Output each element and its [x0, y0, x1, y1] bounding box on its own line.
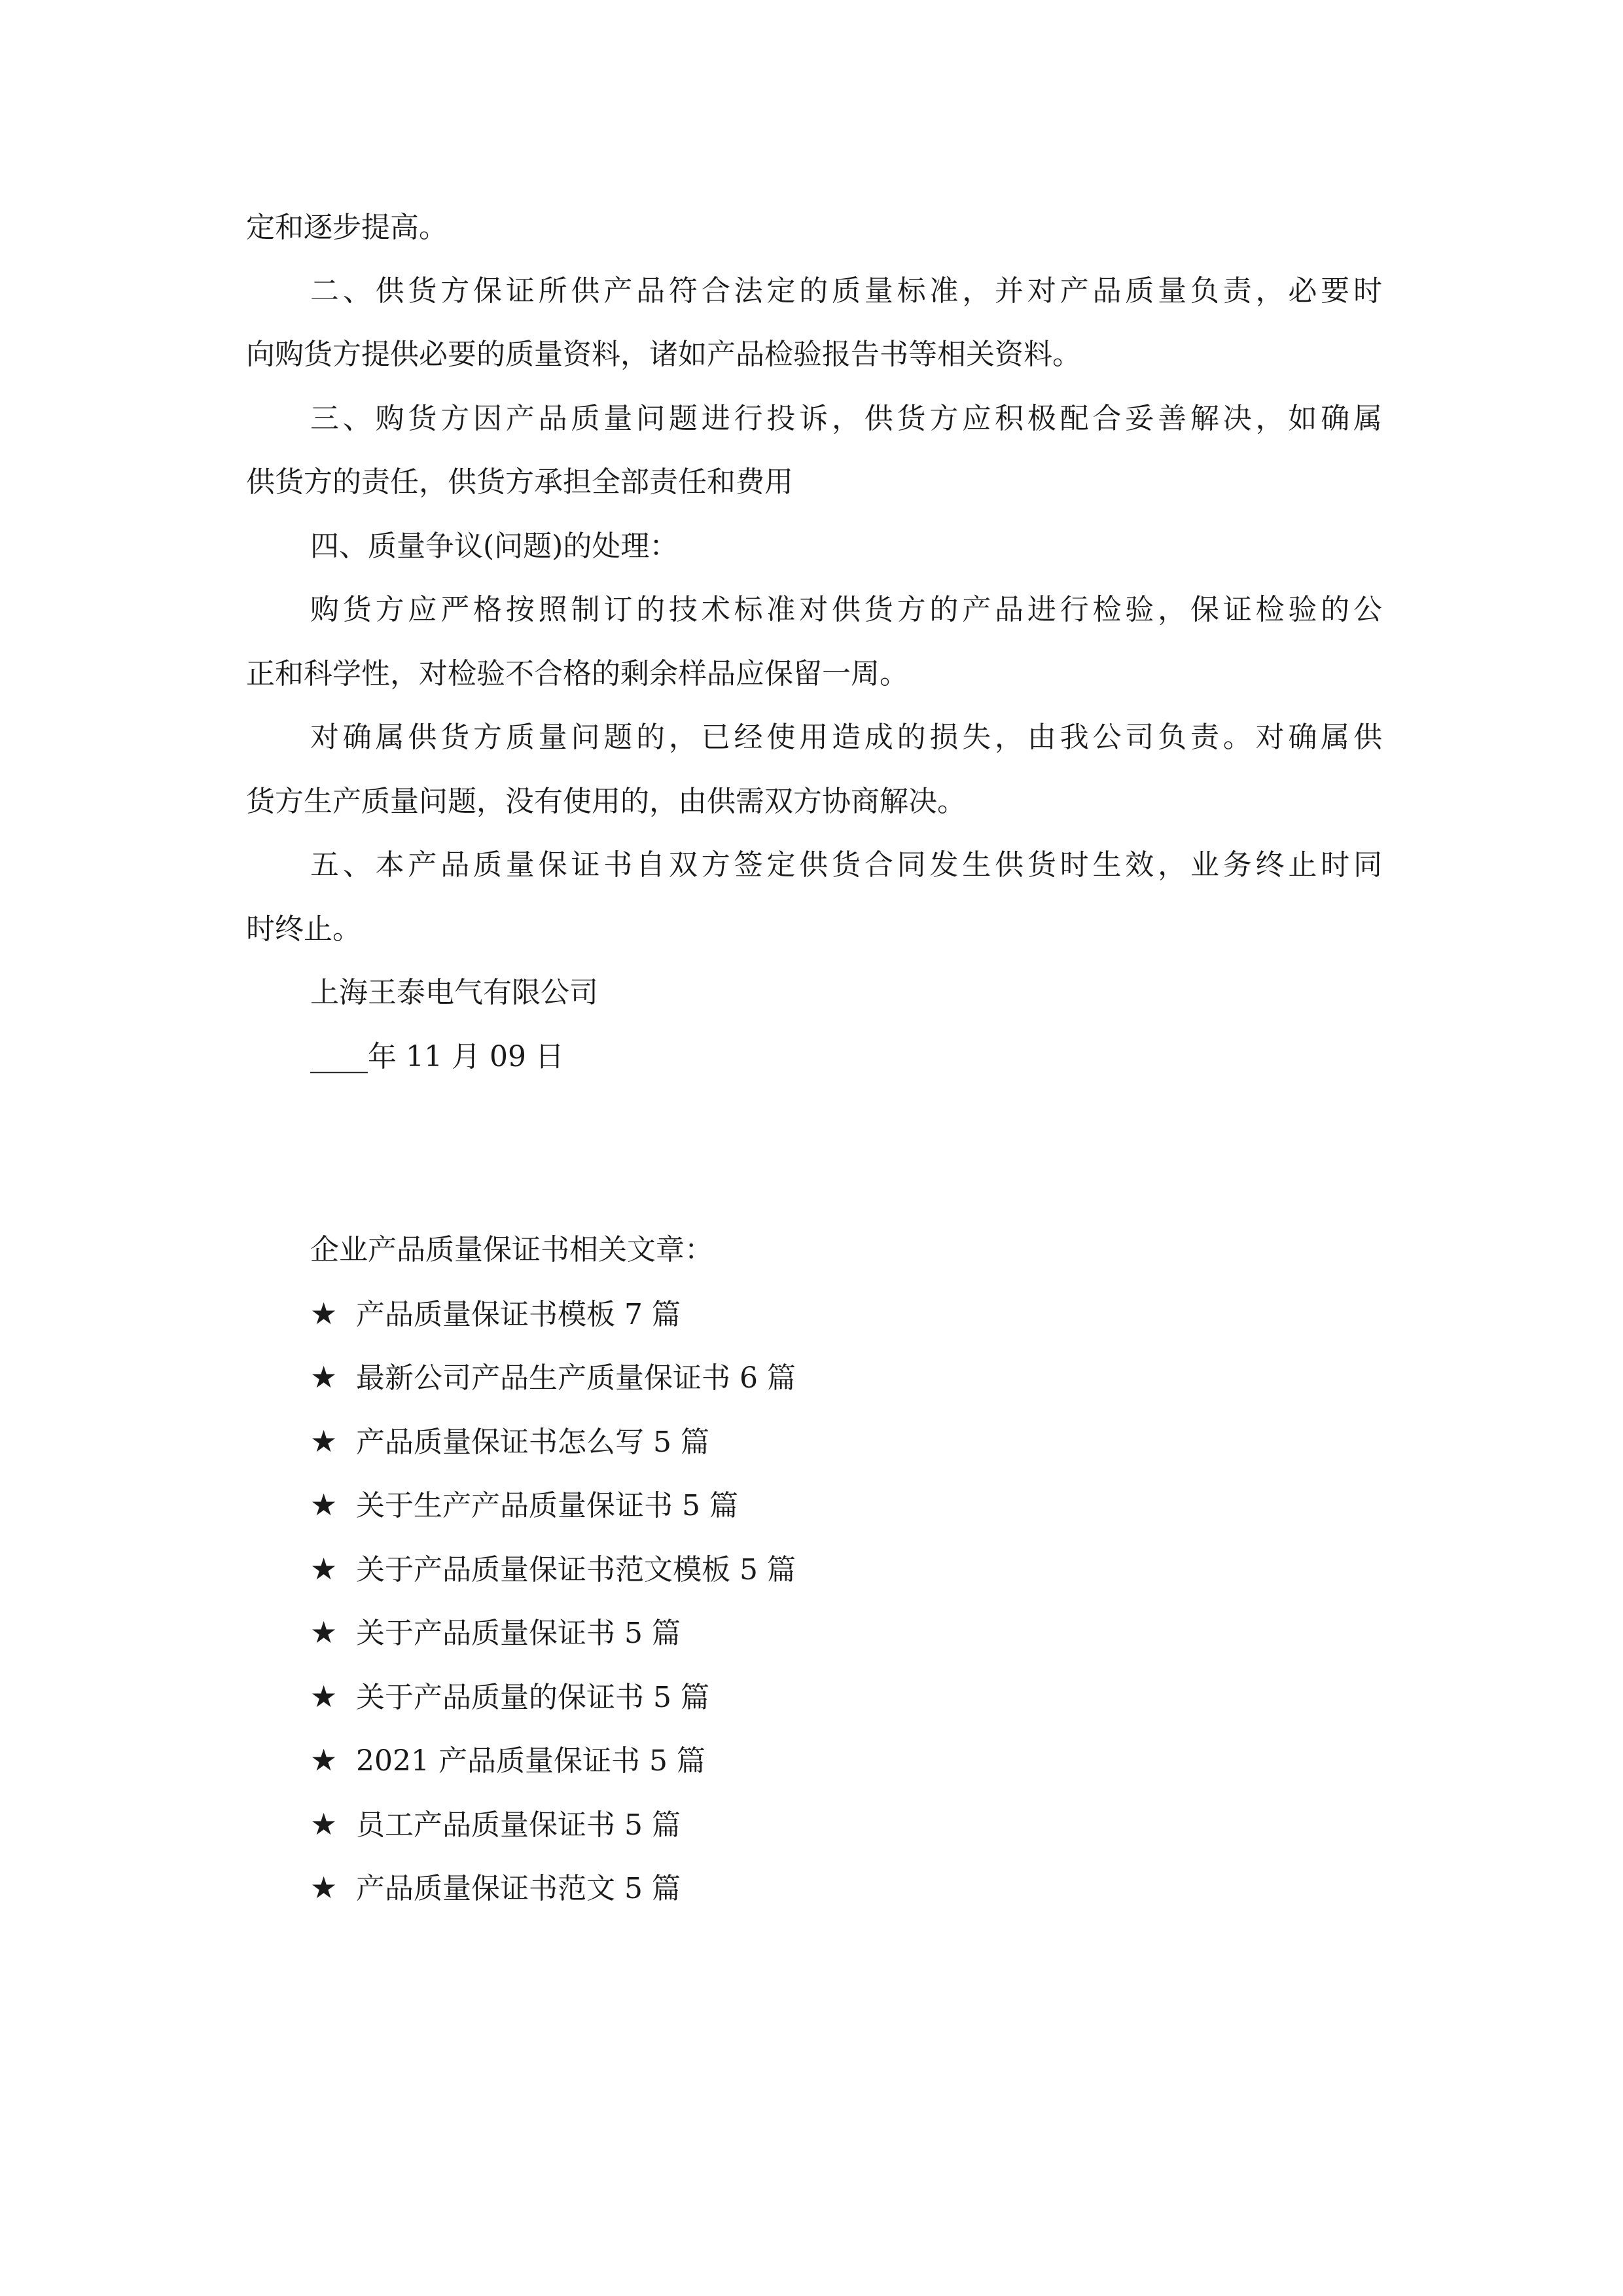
- star-icon: ★: [310, 1424, 338, 1459]
- related-article-title: 产品质量保证书范文 5 篇: [356, 1872, 681, 1905]
- related-article-title: 产品质量保证书模板 7 篇: [356, 1298, 681, 1331]
- related-article-title: 产品质量保证书怎么写 5 篇: [356, 1426, 709, 1459]
- star-icon: ★: [310, 1870, 338, 1905]
- star-icon: ★: [310, 1551, 338, 1587]
- related-article-link[interactable]: [310, 1422, 709, 1462]
- star-icon: ★: [310, 1359, 338, 1395]
- paragraph-line: 购货方应严格按照制订的技术标准对供货方的产品进行检验，保证检验的公: [310, 593, 1382, 626]
- related-article-link[interactable]: [310, 1294, 681, 1335]
- star-icon: ★: [310, 1806, 338, 1842]
- related-article-title: 关于生产产品质量保证书 5 篇: [356, 1489, 738, 1522]
- star-icon: ★: [310, 1296, 338, 1331]
- related-article-link[interactable]: [310, 1485, 738, 1526]
- star-icon: ★: [310, 1742, 338, 1778]
- related-article-link[interactable]: [310, 1677, 709, 1717]
- paragraph-line: 正和科学性，对检验不合格的剩余样品应保留一周。: [246, 657, 908, 691]
- star-icon: ★: [310, 1615, 338, 1650]
- signature-date: ____年 11 月 09 日: [310, 1040, 564, 1073]
- related-article-title: 关于产品质量保证书 5 篇: [356, 1617, 681, 1650]
- paragraph-line: 向购货方提供必要的质量资料，诸如产品检验报告书等相关资料。: [246, 338, 1081, 371]
- related-article-link[interactable]: [310, 1740, 705, 1781]
- star-icon: ★: [310, 1679, 338, 1714]
- related-article-title: 员工产品质量保证书 5 篇: [356, 1808, 681, 1842]
- related-article-title: 最新公司产品生产质量保证书 6 篇: [356, 1361, 796, 1395]
- related-article-link[interactable]: [310, 1613, 681, 1653]
- related-article-link[interactable]: [310, 1868, 681, 1909]
- related-article-link[interactable]: [310, 1549, 796, 1590]
- related-article-title: 关于产品质量的保证书 5 篇: [356, 1681, 709, 1714]
- related-article-link[interactable]: [310, 1357, 796, 1398]
- star-icon: ★: [310, 1487, 338, 1522]
- company-name: 上海王泰电气有限公司: [310, 976, 598, 1009]
- paragraph-line: 时终止。: [246, 912, 361, 946]
- related-article-title: 2021 产品质量保证书 5 篇: [356, 1744, 705, 1778]
- paragraph-line: 四、质量争议(问题)的处理：: [310, 529, 679, 563]
- related-articles-heading: 企业产品质量保证书相关文章：: [310, 1233, 713, 1266]
- paragraph-line: 对确属供货方质量问题的，已经使用造成的损失，由我公司负责。对确属供: [310, 721, 1382, 754]
- paragraph-line: 货方生产质量问题，没有使用的，由供需双方协商解决。: [246, 785, 966, 818]
- paragraph-line: 供货方的责任，供货方承担全部责任和费用: [246, 465, 793, 499]
- related-article-link[interactable]: [310, 1804, 681, 1845]
- paragraph-line: 二、供货方保证所供产品符合法定的质量标准，并对产品质量负责，必要时: [310, 274, 1382, 308]
- paragraph-line: 五、本产品质量保证书自双方签定供货合同发生供货时生效，业务终止时同: [310, 848, 1382, 882]
- related-article-title: 关于产品质量保证书范文模板 5 篇: [356, 1553, 796, 1587]
- paragraph-line: 三、购货方因产品质量问题进行投诉，供货方应积极配合妥善解决，如确属: [310, 402, 1382, 435]
- paragraph-line: 定和逐步提高。: [246, 211, 448, 244]
